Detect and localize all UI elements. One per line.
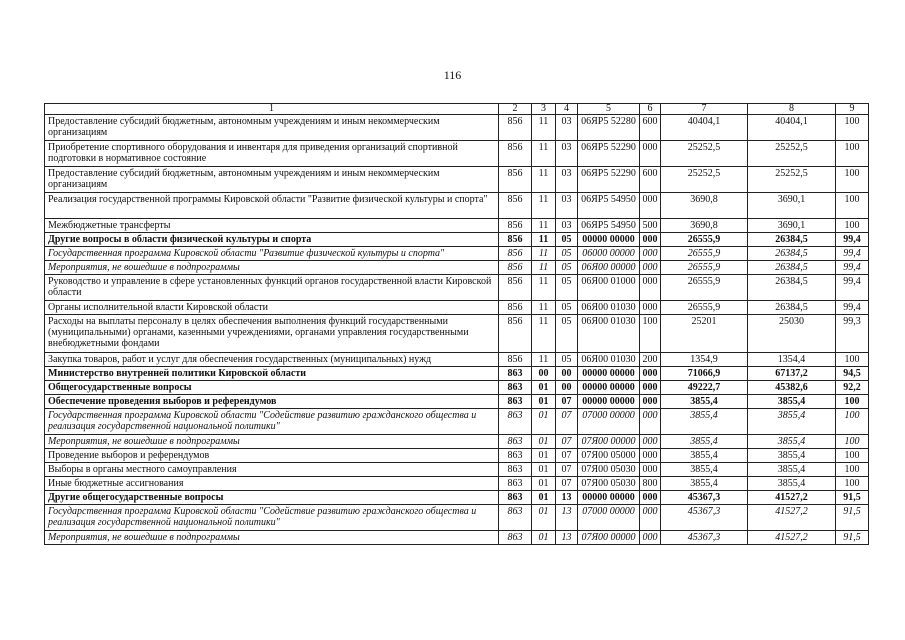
ministry-code: 856 [499, 315, 532, 353]
section-code: 01 [532, 435, 556, 449]
subsection-code: 03 [556, 115, 578, 141]
planned-amount: 3855,4 [661, 409, 748, 435]
planned-amount: 26555,9 [661, 275, 748, 301]
expense-type-code: 000 [640, 435, 661, 449]
subsection-code: 05 [556, 315, 578, 353]
executed-amount: 26384,5 [748, 275, 836, 301]
column-header-2: 2 [499, 104, 532, 115]
table-row [45, 247, 869, 261]
execution-percent: 100 [836, 435, 869, 449]
ministry-code: 856 [499, 141, 532, 167]
planned-amount: 25201 [661, 315, 748, 353]
section-code: 11 [532, 233, 556, 247]
execution-percent: 99,4 [836, 233, 869, 247]
table-row [45, 531, 869, 545]
expense-type-code: 000 [640, 395, 661, 409]
expense-type-code: 000 [640, 409, 661, 435]
table-row [45, 449, 869, 463]
target-article-code: 00000 00000 [578, 491, 640, 505]
planned-amount: 1354,9 [661, 353, 748, 367]
executed-amount: 3855,4 [748, 477, 836, 491]
ministry-code: 863 [499, 409, 532, 435]
subsection-code: 07 [556, 395, 578, 409]
executed-amount: 1354,4 [748, 353, 836, 367]
planned-amount: 3855,4 [661, 477, 748, 491]
row-name: Органы исполнительной власти Кировской области [45, 301, 499, 315]
table-row [45, 463, 869, 477]
table-row [45, 233, 869, 247]
executed-amount: 26384,5 [748, 233, 836, 247]
subsection-code: 00 [556, 381, 578, 395]
row-name: Государственная программа Кировской области "Содействие развитию гражданского общества и реализация государственной национальной политики" [45, 409, 499, 435]
row-name: Реализация государственной программы Кировской области "Развитие физической культуры и спорта" [45, 193, 499, 219]
expense-type-code: 000 [640, 233, 661, 247]
expense-type-code: 800 [640, 477, 661, 491]
page-number: 116 [443, 68, 462, 82]
ministry-code: 856 [499, 301, 532, 315]
subsection-code: 05 [556, 275, 578, 301]
section-code: 00 [532, 367, 556, 381]
column-header-7: 7 [661, 104, 748, 115]
execution-percent: 99,3 [836, 315, 869, 353]
expense-type-code: 000 [640, 491, 661, 505]
expense-type-code: 200 [640, 353, 661, 367]
subsection-code: 13 [556, 491, 578, 505]
target-article-code: 00000 00000 [578, 395, 640, 409]
section-code: 01 [532, 449, 556, 463]
section-code: 11 [532, 247, 556, 261]
row-name: Межбюджетные трансферты [45, 219, 499, 233]
section-code: 11 [532, 275, 556, 301]
table-row [45, 409, 869, 435]
table-row [45, 261, 869, 275]
section-code: 11 [532, 261, 556, 275]
table-row [45, 301, 869, 315]
executed-amount: 41527,2 [748, 491, 836, 505]
target-article-code: 06ЯР5 54950 [578, 193, 640, 219]
section-code: 01 [532, 477, 556, 491]
row-name: Министерство внутренней политики Кировской области [45, 367, 499, 381]
target-article-code: 00000 00000 [578, 233, 640, 247]
target-article-code: 07Я00 05000 [578, 449, 640, 463]
execution-percent: 91,5 [836, 491, 869, 505]
target-article-code: 07Я00 00000 [578, 531, 640, 545]
planned-amount: 26555,9 [661, 233, 748, 247]
planned-amount: 45367,3 [661, 505, 748, 531]
execution-percent: 99,4 [836, 261, 869, 275]
section-code: 01 [532, 463, 556, 477]
executed-amount: 3855,4 [748, 409, 836, 435]
planned-amount: 3855,4 [661, 463, 748, 477]
section-code: 11 [532, 219, 556, 233]
executed-amount: 3855,4 [748, 449, 836, 463]
expense-type-code: 000 [640, 381, 661, 395]
section-code: 11 [532, 115, 556, 141]
target-article-code: 06Я00 00000 [578, 261, 640, 275]
row-name: Руководство и управление в сфере установленных функций органов государственной власти Кировской области [45, 275, 499, 301]
executed-amount: 26384,5 [748, 261, 836, 275]
planned-amount: 40404,1 [661, 115, 748, 141]
planned-amount: 25252,5 [661, 167, 748, 193]
expense-type-code: 500 [640, 219, 661, 233]
expense-type-code: 000 [640, 301, 661, 315]
column-header-6: 6 [640, 104, 661, 115]
execution-percent: 100 [836, 449, 869, 463]
execution-percent: 91,5 [836, 505, 869, 531]
column-header-4: 4 [556, 104, 578, 115]
expense-type-code: 000 [640, 193, 661, 219]
ministry-code: 856 [499, 353, 532, 367]
ministry-code: 856 [499, 261, 532, 275]
executed-amount: 3855,4 [748, 395, 836, 409]
executed-amount: 45382,6 [748, 381, 836, 395]
row-name: Расходы на выплаты персоналу в целях обеспечения выполнения функций государственными (муниципальными) органами, казенными учреждениями, органами управления государственными внебюджетными фондами [45, 315, 499, 353]
target-article-code: 00000 00000 [578, 367, 640, 381]
target-article-code: 06Я00 01030 [578, 315, 640, 353]
table-row [45, 193, 869, 219]
target-article-code: 06Я00 01030 [578, 353, 640, 367]
section-code: 01 [532, 531, 556, 545]
expense-type-code: 000 [640, 247, 661, 261]
row-name: Предоставление субсидий бюджетным, автономным учреждениям и иным некоммерческим организациям [45, 115, 499, 141]
target-article-code: 06ЯР5 54950 [578, 219, 640, 233]
row-name: Мероприятия, не вошедшие в подпрограммы [45, 531, 499, 545]
column-header-5: 5 [578, 104, 640, 115]
executed-amount: 41527,2 [748, 531, 836, 545]
ministry-code: 863 [499, 435, 532, 449]
target-article-code: 07Я00 05030 [578, 463, 640, 477]
target-article-code: 06Я00 01030 [578, 301, 640, 315]
ministry-code: 863 [499, 463, 532, 477]
subsection-code: 05 [556, 261, 578, 275]
executed-amount: 25252,5 [748, 167, 836, 193]
planned-amount: 26555,9 [661, 301, 748, 315]
table-row [45, 353, 869, 367]
ministry-code: 863 [499, 395, 532, 409]
target-article-code: 06ЯР5 52290 [578, 141, 640, 167]
planned-amount: 3690,8 [661, 219, 748, 233]
table-row [45, 141, 869, 167]
ministry-code: 856 [499, 115, 532, 141]
row-name: Другие общегосударственные вопросы [45, 491, 499, 505]
target-article-code: 07000 00000 [578, 409, 640, 435]
ministry-code: 856 [499, 193, 532, 219]
subsection-code: 05 [556, 301, 578, 315]
expense-type-code: 000 [640, 261, 661, 275]
executed-amount: 26384,5 [748, 301, 836, 315]
ministry-code: 863 [499, 505, 532, 531]
planned-amount: 3690,8 [661, 193, 748, 219]
planned-amount: 3855,4 [661, 395, 748, 409]
expense-type-code: 000 [640, 275, 661, 301]
planned-amount: 26555,9 [661, 261, 748, 275]
section-code: 01 [532, 381, 556, 395]
column-header-9: 9 [836, 104, 869, 115]
execution-percent: 99,4 [836, 301, 869, 315]
execution-percent: 100 [836, 141, 869, 167]
executed-amount: 3690,1 [748, 219, 836, 233]
table-body [45, 115, 869, 545]
target-article-code: 07000 00000 [578, 505, 640, 531]
column-header-3: 3 [532, 104, 556, 115]
planned-amount: 45367,3 [661, 531, 748, 545]
execution-percent: 92,2 [836, 381, 869, 395]
table-row [45, 395, 869, 409]
planned-amount: 45367,3 [661, 491, 748, 505]
subsection-code: 05 [556, 233, 578, 247]
target-article-code: 06ЯР5 52290 [578, 167, 640, 193]
section-code: 01 [532, 491, 556, 505]
ministry-code: 856 [499, 247, 532, 261]
planned-amount: 26555,9 [661, 247, 748, 261]
execution-percent: 100 [836, 167, 869, 193]
ministry-code: 856 [499, 219, 532, 233]
target-article-code: 00000 00000 [578, 381, 640, 395]
executed-amount: 40404,1 [748, 115, 836, 141]
table-row [45, 315, 869, 353]
ministry-code: 863 [499, 367, 532, 381]
subsection-code: 03 [556, 193, 578, 219]
row-name: Иные бюджетные ассигнования [45, 477, 499, 491]
subsection-code: 07 [556, 463, 578, 477]
subsection-code: 03 [556, 141, 578, 167]
execution-percent: 100 [836, 219, 869, 233]
table-row [45, 367, 869, 381]
execution-percent: 100 [836, 463, 869, 477]
header-row [45, 104, 869, 115]
execution-percent: 100 [836, 477, 869, 491]
subsection-code: 03 [556, 167, 578, 193]
executed-amount: 25030 [748, 315, 836, 353]
subsection-code: 13 [556, 531, 578, 545]
ministry-code: 856 [499, 233, 532, 247]
table-row [45, 219, 869, 233]
target-article-code: 06Я00 01000 [578, 275, 640, 301]
execution-percent: 100 [836, 193, 869, 219]
execution-percent: 100 [836, 115, 869, 141]
column-header-8: 8 [748, 104, 836, 115]
table-row [45, 435, 869, 449]
section-code: 11 [532, 141, 556, 167]
target-article-code: 06ЯР5 52280 [578, 115, 640, 141]
subsection-code: 07 [556, 409, 578, 435]
target-article-code: 07Я00 05030 [578, 477, 640, 491]
row-name: Выборы в органы местного самоуправления [45, 463, 499, 477]
executed-amount: 67137,2 [748, 367, 836, 381]
row-name: Общегосударственные вопросы [45, 381, 499, 395]
ministry-code: 856 [499, 167, 532, 193]
row-name: Проведение выборов и референдумов [45, 449, 499, 463]
target-article-code: 06000 00000 [578, 247, 640, 261]
row-name: Государственная программа Кировской области "Содействие развитию гражданского общества и реализация государственной национальной политики" [45, 505, 499, 531]
column-header-1: 1 [45, 104, 499, 115]
subsection-code: 13 [556, 505, 578, 531]
execution-percent: 100 [836, 409, 869, 435]
ministry-code: 863 [499, 491, 532, 505]
planned-amount: 49222,7 [661, 381, 748, 395]
row-name: Мероприятия, не вошедшие в подпрограммы [45, 261, 499, 275]
table-row [45, 381, 869, 395]
execution-percent: 100 [836, 353, 869, 367]
ministry-code: 856 [499, 275, 532, 301]
executed-amount: 41527,2 [748, 505, 836, 531]
executed-amount: 3690,1 [748, 193, 836, 219]
budget-table [44, 103, 869, 545]
ministry-code: 863 [499, 531, 532, 545]
executed-amount: 25252,5 [748, 141, 836, 167]
row-name: Мероприятия, не вошедшие в подпрограммы [45, 435, 499, 449]
expense-type-code: 100 [640, 315, 661, 353]
ministry-code: 863 [499, 449, 532, 463]
execution-percent: 94,5 [836, 367, 869, 381]
section-code: 01 [532, 395, 556, 409]
row-name: Приобретение спортивного оборудования и инвентаря для приведения организаций спортивной подготовки в нормативное состояние [45, 141, 499, 167]
table-row [45, 167, 869, 193]
expense-type-code: 600 [640, 115, 661, 141]
executed-amount: 26384,5 [748, 247, 836, 261]
row-name: Предоставление субсидий бюджетным, автономным учреждениям и иным некоммерческим организациям [45, 167, 499, 193]
expense-type-code: 000 [640, 449, 661, 463]
planned-amount: 25252,5 [661, 141, 748, 167]
expense-type-code: 600 [640, 167, 661, 193]
row-name: Закупка товаров, работ и услуг для обеспечения государственных (муниципальных) нужд [45, 353, 499, 367]
row-name: Другие вопросы в области физической культуры и спорта [45, 233, 499, 247]
subsection-code: 07 [556, 435, 578, 449]
subsection-code: 03 [556, 219, 578, 233]
execution-percent: 100 [836, 395, 869, 409]
planned-amount: 3855,4 [661, 435, 748, 449]
table-row [45, 491, 869, 505]
section-code: 11 [532, 301, 556, 315]
row-name: Обеспечение проведения выборов и референдумов [45, 395, 499, 409]
subsection-code: 05 [556, 247, 578, 261]
planned-amount: 71066,9 [661, 367, 748, 381]
target-article-code: 07Я00 00000 [578, 435, 640, 449]
expense-type-code: 000 [640, 463, 661, 477]
section-code: 01 [532, 505, 556, 531]
row-name: Государственная программа Кировской области "Развитие физической культуры и спорта" [45, 247, 499, 261]
execution-percent: 99,4 [836, 275, 869, 301]
table-row [45, 115, 869, 141]
section-code: 11 [532, 193, 556, 219]
execution-percent: 99,4 [836, 247, 869, 261]
section-code: 11 [532, 315, 556, 353]
table-row [45, 477, 869, 491]
table-row [45, 505, 869, 531]
executed-amount: 3855,4 [748, 463, 836, 477]
section-code: 11 [532, 353, 556, 367]
section-code: 11 [532, 167, 556, 193]
expense-type-code: 000 [640, 531, 661, 545]
subsection-code: 05 [556, 353, 578, 367]
ministry-code: 863 [499, 477, 532, 491]
subsection-code: 00 [556, 367, 578, 381]
subsection-code: 07 [556, 449, 578, 463]
expense-type-code: 000 [640, 141, 661, 167]
executed-amount: 3855,4 [748, 435, 836, 449]
subsection-code: 07 [556, 477, 578, 491]
execution-percent: 91,5 [836, 531, 869, 545]
planned-amount: 3855,4 [661, 449, 748, 463]
table-row [45, 275, 869, 301]
expense-type-code: 000 [640, 367, 661, 381]
section-code: 01 [532, 409, 556, 435]
expense-type-code: 000 [640, 505, 661, 531]
ministry-code: 863 [499, 381, 532, 395]
